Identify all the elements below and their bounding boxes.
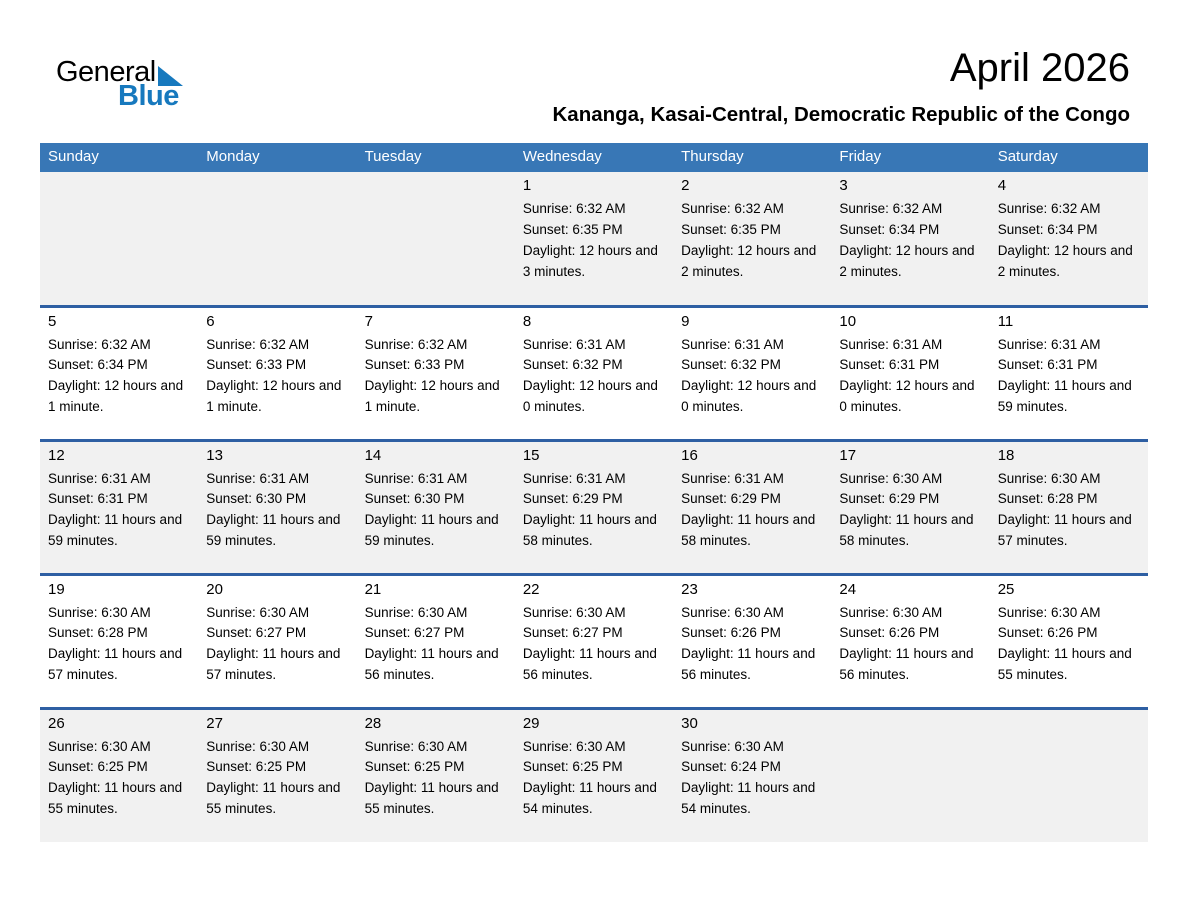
day-cell-2 [673,172,831,306]
day-number: 1 [522,177,532,194]
day-sun-info: Sunrise: 6:30 AM Sunset: 6:29 PM Daylight: 11 hours and 58 minutes. [839,470,974,549]
day-cell-11 [990,306,1148,440]
day-cell-22 [515,574,673,708]
week-row-5 [40,708,1148,842]
day-number: 18 [997,446,1015,464]
day-number: 21 [364,580,382,598]
day-cell-1 [515,172,673,306]
empty-day-cell [40,172,198,306]
day-cell-27 [198,708,356,842]
day-cell-13 [198,440,356,574]
day-sun-info: Sunrise: 6:30 AM Sunset: 6:24 PM Daylight: 11 hours and 54 minutes. [681,738,816,817]
day-sun-info: Sunrise: 6:31 AM Sunset: 6:29 PM Daylight: 11 hours and 58 minutes. [681,470,816,549]
day-cell-25 [990,574,1148,708]
week-row-1 [40,172,1148,306]
day-sun-info: Sunrise: 6:31 AM Sunset: 6:30 PM Daylight: 11 hours and 59 minutes. [206,470,341,549]
day-cell-29 [515,708,673,842]
title-block [40,46,1148,127]
day-sun-info: Sunrise: 6:31 AM Sunset: 6:31 PM Daylight: 11 hours and 59 minutes. [48,470,183,549]
day-number: 13 [206,446,223,464]
day-number: 2 [681,177,690,194]
day-cell-18 [990,440,1148,574]
day-cell-15 [515,440,673,574]
day-sun-info: Sunrise: 6:31 AM Sunset: 6:32 PM Daylight: 12 hours and 0 minutes. [681,336,817,415]
day-number: 17 [839,446,857,464]
day-cell-10 [831,306,989,440]
weekday-saturday: Saturday [990,143,1148,172]
week-row-3 [40,440,1148,574]
day-cell-12 [40,440,198,574]
day-number: 19 [48,580,65,598]
weekday-sunday: Sunday [40,143,198,172]
day-sun-info: Sunrise: 6:30 AM Sunset: 6:25 PM Daylight: 11 hours and 54 minutes. [522,738,657,817]
logo-text-blue: Blue [118,80,179,112]
calendar-head [40,143,1148,172]
day-sun-info: Sunrise: 6:30 AM Sunset: 6:27 PM Daylight: 11 hours and 56 minutes. [522,604,657,683]
day-sun-info: Sunrise: 6:30 AM Sunset: 6:28 PM Daylight: 11 hours and 57 minutes. [997,470,1132,549]
empty-day-cell [357,172,515,306]
day-number: 16 [681,446,698,464]
day-cell-7 [357,306,515,440]
day-cell-14 [357,440,515,574]
day-number: 22 [522,580,540,598]
day-cell-20 [198,574,356,708]
day-sun-info: Sunrise: 6:32 AM Sunset: 6:34 PM Daylight: 12 hours and 1 minute. [48,336,184,415]
day-number: 20 [206,580,223,598]
day-number: 29 [522,714,540,732]
day-number: 3 [839,177,848,194]
day-cell-16 [673,440,831,574]
day-cell-17 [831,440,989,574]
day-number: 8 [522,312,532,330]
day-cell-26 [40,708,198,842]
day-sun-info: Sunrise: 6:31 AM Sunset: 6:31 PM Daylight: 11 hours and 59 minutes. [997,336,1132,415]
day-number: 24 [839,580,857,598]
day-cell-6 [198,306,356,440]
day-cell-23 [673,574,831,708]
empty-day-cell [198,172,356,306]
weekday-thursday: Thursday [673,143,831,172]
day-cell-19 [40,574,198,708]
day-sun-info: Sunrise: 6:32 AM Sunset: 6:33 PM Daylight: 12 hours and 1 minute. [206,336,342,415]
day-number: 9 [681,312,690,330]
week-row-2 [40,306,1148,440]
day-sun-info: Sunrise: 6:32 AM Sunset: 6:34 PM Daylight: 12 hours and 2 minutes. [839,201,975,279]
day-cell-3 [831,172,989,306]
day-number: 23 [681,580,698,598]
day-number: 15 [522,446,540,464]
day-sun-info: Sunrise: 6:32 AM Sunset: 6:34 PM Daylight: 12 hours and 2 minutes. [997,201,1133,279]
day-sun-info: Sunrise: 6:31 AM Sunset: 6:29 PM Daylight: 11 hours and 58 minutes. [522,470,657,549]
day-cell-21 [357,574,515,708]
weekday-tuesday: Tuesday [357,143,515,172]
day-sun-info: Sunrise: 6:32 AM Sunset: 6:35 PM Daylight: 12 hours and 3 minutes. [522,201,658,279]
day-sun-info: Sunrise: 6:32 AM Sunset: 6:33 PM Daylight: 12 hours and 1 minute. [364,336,500,415]
day-sun-info: Sunrise: 6:30 AM Sunset: 6:25 PM Daylight: 11 hours and 55 minutes. [364,738,499,817]
day-number: 26 [48,714,65,732]
day-number: 14 [364,446,382,464]
weekday-friday: Friday [831,143,989,172]
day-sun-info: Sunrise: 6:30 AM Sunset: 6:26 PM Daylight: 11 hours and 55 minutes. [997,604,1132,683]
day-sun-info: Sunrise: 6:32 AM Sunset: 6:35 PM Daylight: 12 hours and 2 minutes. [681,201,817,279]
weekday-monday: Monday [198,143,356,172]
day-number: 10 [839,312,857,330]
logo-text-general: General [56,56,156,88]
day-cell-24 [831,574,989,708]
day-number: 7 [364,312,373,330]
weekday-wednesday: Wednesday [515,143,673,172]
header [0,0,1188,143]
day-sun-info: Sunrise: 6:31 AM Sunset: 6:31 PM Daylight: 12 hours and 0 minutes. [839,336,975,415]
day-cell-30 [673,708,831,842]
calendar-month-title: April 2026 [949,46,1130,90]
day-sun-info: Sunrise: 6:30 AM Sunset: 6:27 PM Daylight: 11 hours and 57 minutes. [206,604,341,683]
day-sun-info: Sunrise: 6:30 AM Sunset: 6:26 PM Daylight: 11 hours and 56 minutes. [839,604,974,683]
empty-day-cell [831,708,989,842]
day-cell-28 [357,708,515,842]
empty-day-cell [990,708,1148,842]
day-cell-9 [673,306,831,440]
day-number: 12 [48,446,65,464]
weekday-header-row [40,143,1148,172]
day-sun-info: Sunrise: 6:30 AM Sunset: 6:26 PM Daylight: 11 hours and 56 minutes. [681,604,816,683]
day-number: 11 [997,312,1014,330]
day-cell-4 [990,172,1148,306]
day-number: 27 [206,714,223,732]
calendar-body [40,172,1148,842]
calendar-table [40,143,1148,842]
day-sun-info: Sunrise: 6:30 AM Sunset: 6:25 PM Daylight: 11 hours and 55 minutes. [48,738,183,817]
day-number: 28 [364,714,382,732]
general-blue-logo [56,58,183,111]
day-sun-info: Sunrise: 6:31 AM Sunset: 6:32 PM Daylight: 12 hours and 0 minutes. [522,336,658,415]
calendar-location-subtitle: Kananga, Kasai-Central, Democratic Republic of the Congo [552,103,1130,126]
day-sun-info: Sunrise: 6:30 AM Sunset: 6:27 PM Daylight: 11 hours and 56 minutes. [364,604,499,683]
week-row-4 [40,574,1148,708]
day-sun-info: Sunrise: 6:30 AM Sunset: 6:28 PM Daylight: 11 hours and 57 minutes. [48,604,183,683]
day-number: 4 [997,177,1007,194]
day-number: 6 [206,312,215,330]
day-cell-5 [40,306,198,440]
day-number: 30 [681,714,698,732]
day-sun-info: Sunrise: 6:30 AM Sunset: 6:25 PM Daylight: 11 hours and 55 minutes. [206,738,341,817]
day-cell-8 [515,306,673,440]
day-sun-info: Sunrise: 6:31 AM Sunset: 6:30 PM Daylight: 11 hours and 59 minutes. [364,470,499,549]
day-number: 25 [997,580,1015,598]
day-number: 5 [48,312,57,330]
